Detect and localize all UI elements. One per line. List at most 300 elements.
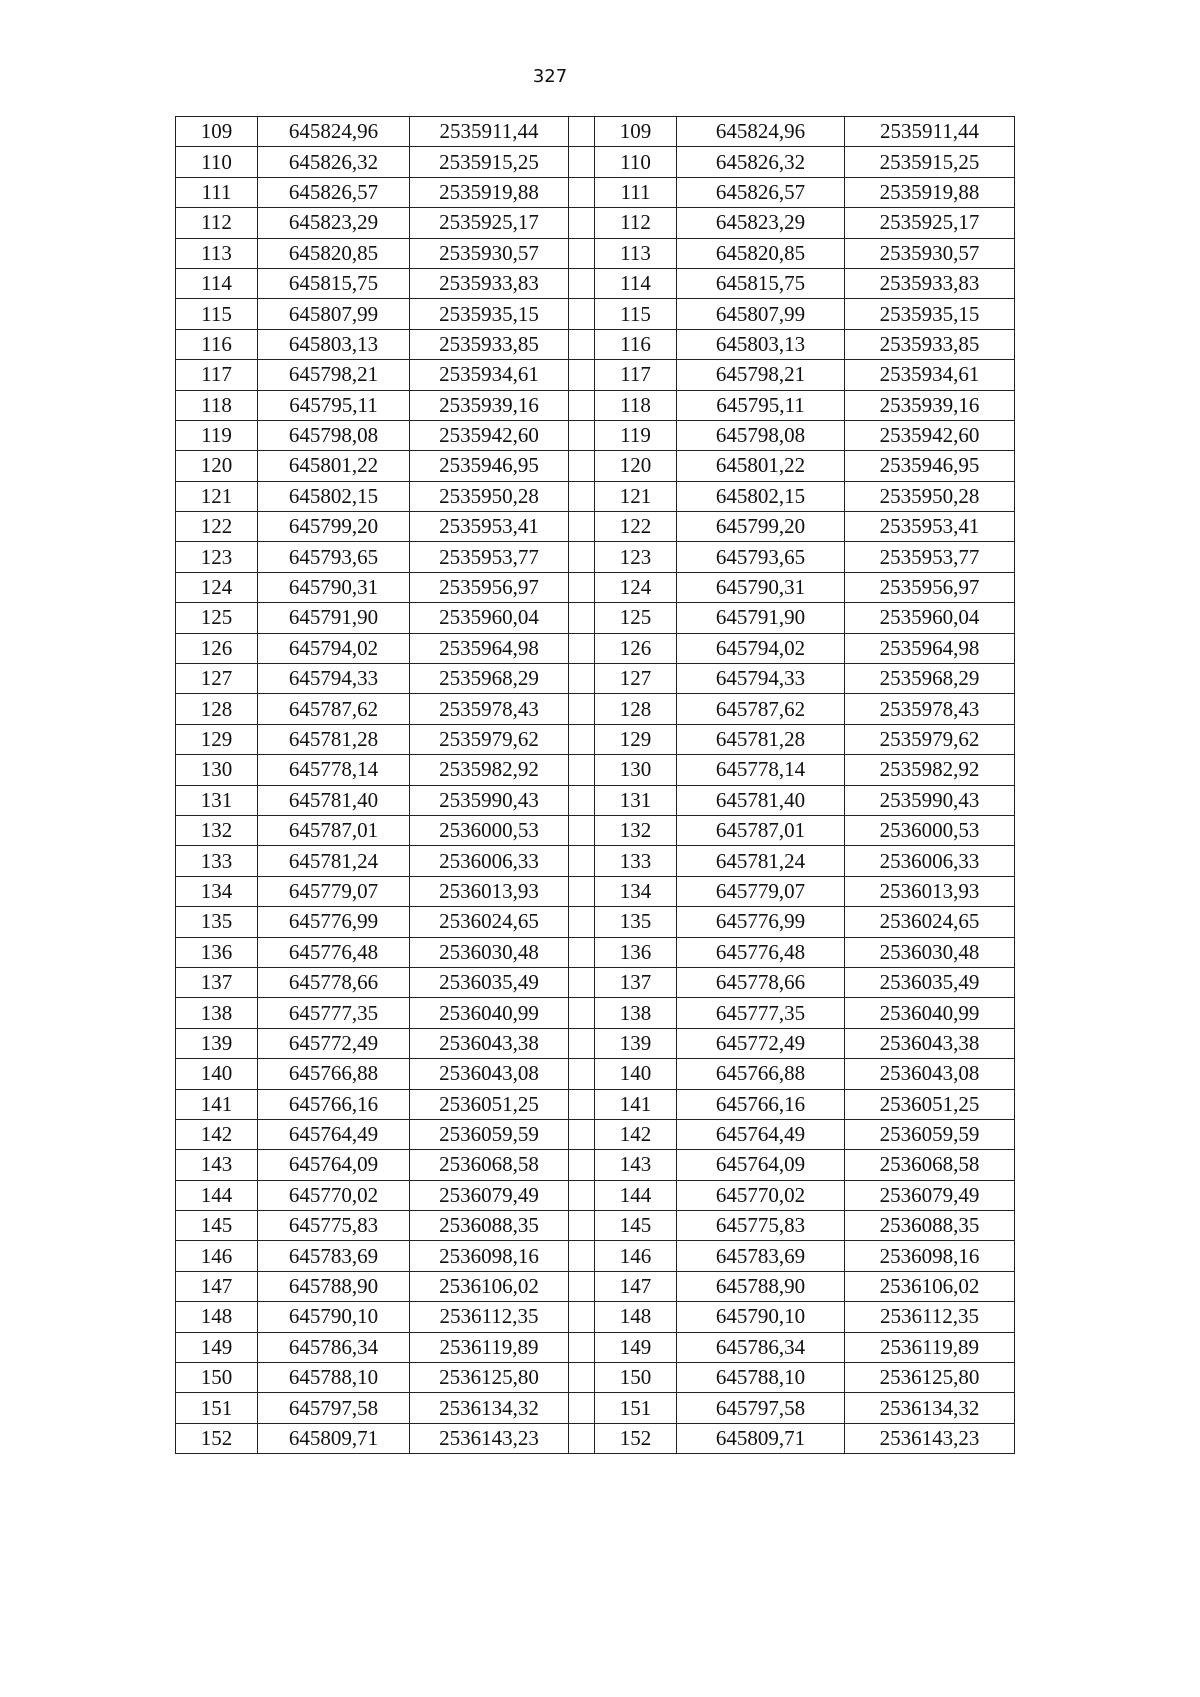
- x-coordinate-cell: 645781,24: [677, 846, 845, 876]
- point-number-cell: 149: [595, 1332, 677, 1362]
- spacer-cell: [569, 1028, 595, 1058]
- x-coordinate-cell: 645823,29: [677, 208, 845, 238]
- x-coordinate-cell: 645801,22: [258, 451, 410, 481]
- y-coordinate-cell: 2536059,59: [410, 1119, 569, 1149]
- y-coordinate-cell: 2535915,25: [845, 147, 1015, 177]
- point-number-cell: 124: [176, 572, 258, 602]
- point-number-cell: 142: [595, 1119, 677, 1149]
- y-coordinate-cell: 2536035,49: [845, 967, 1015, 997]
- table-row: [176, 846, 1015, 876]
- point-number-cell: 126: [595, 633, 677, 663]
- y-coordinate-cell: 2535953,77: [410, 542, 569, 572]
- spacer-cell: [569, 1332, 595, 1362]
- y-coordinate-cell: 2535934,61: [845, 360, 1015, 390]
- spacer-cell: [569, 937, 595, 967]
- x-coordinate-cell: 645777,35: [258, 998, 410, 1028]
- point-number-cell: 140: [595, 1059, 677, 1089]
- y-coordinate-cell: 2536098,16: [410, 1241, 569, 1271]
- spacer-cell: [569, 117, 595, 147]
- spacer-cell: [569, 512, 595, 542]
- spacer-cell: [569, 724, 595, 754]
- table-row: [176, 238, 1015, 268]
- spacer-cell: [569, 603, 595, 633]
- point-number-cell: 135: [176, 907, 258, 937]
- point-number-cell: 123: [595, 542, 677, 572]
- table-row: [176, 937, 1015, 967]
- point-number-cell: 130: [595, 755, 677, 785]
- table-row: [176, 1332, 1015, 1362]
- table-row: [176, 1119, 1015, 1149]
- spacer-cell: [569, 907, 595, 937]
- table-row: [176, 1241, 1015, 1271]
- point-number-cell: 130: [176, 755, 258, 785]
- x-coordinate-cell: 645793,65: [258, 542, 410, 572]
- point-number-cell: 119: [176, 420, 258, 450]
- x-coordinate-cell: 645795,11: [677, 390, 845, 420]
- y-coordinate-cell: 2536112,35: [410, 1302, 569, 1332]
- point-number-cell: 109: [176, 117, 258, 147]
- spacer-cell: [569, 815, 595, 845]
- point-number-cell: 113: [176, 238, 258, 268]
- x-coordinate-cell: 645826,57: [258, 177, 410, 207]
- spacer-cell: [569, 1363, 595, 1393]
- point-number-cell: 138: [176, 998, 258, 1028]
- y-coordinate-cell: 2535982,92: [845, 755, 1015, 785]
- point-number-cell: 122: [595, 512, 677, 542]
- table-row: [176, 755, 1015, 785]
- point-number-cell: 151: [176, 1393, 258, 1423]
- point-number-cell: 147: [595, 1271, 677, 1301]
- table-row: [176, 1180, 1015, 1210]
- spacer-cell: [569, 1059, 595, 1089]
- y-coordinate-cell: 2535953,41: [845, 512, 1015, 542]
- x-coordinate-cell: 645788,90: [677, 1271, 845, 1301]
- point-number-cell: 133: [176, 846, 258, 876]
- point-number-cell: 119: [595, 420, 677, 450]
- table-row: [176, 177, 1015, 207]
- x-coordinate-cell: 645802,15: [677, 481, 845, 511]
- spacer-cell: [569, 1302, 595, 1332]
- y-coordinate-cell: 2535911,44: [410, 117, 569, 147]
- y-coordinate-cell: 2536024,65: [845, 907, 1015, 937]
- spacer-cell: [569, 1423, 595, 1453]
- y-coordinate-cell: 2536112,35: [845, 1302, 1015, 1332]
- point-number-cell: 150: [595, 1363, 677, 1393]
- y-coordinate-cell: 2536079,49: [410, 1180, 569, 1210]
- x-coordinate-cell: 645815,75: [258, 268, 410, 298]
- x-coordinate-cell: 645776,48: [258, 937, 410, 967]
- spacer-cell: [569, 1393, 595, 1423]
- point-number-cell: 129: [595, 724, 677, 754]
- table-row: [176, 542, 1015, 572]
- spacer-cell: [569, 664, 595, 694]
- x-coordinate-cell: 645826,32: [677, 147, 845, 177]
- y-coordinate-cell: 2535925,17: [410, 208, 569, 238]
- point-number-cell: 120: [595, 451, 677, 481]
- spacer-cell: [569, 755, 595, 785]
- x-coordinate-cell: 645781,24: [258, 846, 410, 876]
- x-coordinate-cell: 645797,58: [258, 1393, 410, 1423]
- y-coordinate-cell: 2536013,93: [845, 876, 1015, 906]
- y-coordinate-cell: 2535942,60: [845, 420, 1015, 450]
- y-coordinate-cell: 2535978,43: [845, 694, 1015, 724]
- spacer-cell: [569, 876, 595, 906]
- y-coordinate-cell: 2535968,29: [845, 664, 1015, 694]
- y-coordinate-cell: 2535968,29: [410, 664, 569, 694]
- point-number-cell: 149: [176, 1332, 258, 1362]
- x-coordinate-cell: 645786,34: [258, 1332, 410, 1362]
- x-coordinate-cell: 645787,01: [258, 815, 410, 845]
- x-coordinate-cell: 645815,75: [677, 268, 845, 298]
- x-coordinate-cell: 645786,34: [677, 1332, 845, 1362]
- point-number-cell: 114: [176, 268, 258, 298]
- point-number-cell: 123: [176, 542, 258, 572]
- y-coordinate-cell: 2535953,41: [410, 512, 569, 542]
- x-coordinate-cell: 645791,90: [677, 603, 845, 633]
- x-coordinate-cell: 645779,07: [677, 876, 845, 906]
- y-coordinate-cell: 2536043,08: [410, 1059, 569, 1089]
- x-coordinate-cell: 645764,09: [258, 1150, 410, 1180]
- y-coordinate-cell: 2535934,61: [410, 360, 569, 390]
- table-row: [176, 907, 1015, 937]
- y-coordinate-cell: 2535919,88: [845, 177, 1015, 207]
- x-coordinate-cell: 645764,49: [677, 1119, 845, 1149]
- spacer-cell: [569, 633, 595, 663]
- x-coordinate-cell: 645790,10: [258, 1302, 410, 1332]
- point-number-cell: 139: [595, 1028, 677, 1058]
- point-number-cell: 133: [595, 846, 677, 876]
- x-coordinate-cell: 645823,29: [258, 208, 410, 238]
- y-coordinate-cell: 2536000,53: [845, 815, 1015, 845]
- page-number: 327: [532, 66, 568, 87]
- x-coordinate-cell: 645788,10: [258, 1363, 410, 1393]
- x-coordinate-cell: 645775,83: [258, 1211, 410, 1241]
- point-number-cell: 134: [595, 876, 677, 906]
- x-coordinate-cell: 645802,15: [258, 481, 410, 511]
- spacer-cell: [569, 481, 595, 511]
- point-number-cell: 112: [595, 208, 677, 238]
- y-coordinate-cell: 2536030,48: [845, 937, 1015, 967]
- spacer-cell: [569, 1180, 595, 1210]
- y-coordinate-cell: 2535979,62: [410, 724, 569, 754]
- y-coordinate-cell: 2536088,35: [410, 1211, 569, 1241]
- x-coordinate-cell: 645766,16: [677, 1089, 845, 1119]
- point-number-cell: 132: [595, 815, 677, 845]
- x-coordinate-cell: 645777,35: [677, 998, 845, 1028]
- spacer-cell: [569, 1150, 595, 1180]
- x-coordinate-cell: 645798,21: [677, 360, 845, 390]
- table-row: [176, 1089, 1015, 1119]
- table-row: [176, 967, 1015, 997]
- spacer-cell: [569, 967, 595, 997]
- y-coordinate-cell: 2535982,92: [410, 755, 569, 785]
- point-number-cell: 141: [595, 1089, 677, 1119]
- y-coordinate-cell: 2536035,49: [410, 967, 569, 997]
- point-number-cell: 118: [595, 390, 677, 420]
- point-number-cell: 137: [176, 967, 258, 997]
- y-coordinate-cell: 2535942,60: [410, 420, 569, 450]
- table-row: [176, 390, 1015, 420]
- point-number-cell: 122: [176, 512, 258, 542]
- table-row: [176, 329, 1015, 359]
- point-number-cell: 125: [595, 603, 677, 633]
- y-coordinate-cell: 2536125,80: [845, 1363, 1015, 1393]
- x-coordinate-cell: 645794,02: [258, 633, 410, 663]
- y-coordinate-cell: 2536119,89: [845, 1332, 1015, 1362]
- x-coordinate-cell: 645781,40: [258, 785, 410, 815]
- y-coordinate-cell: 2536051,25: [845, 1089, 1015, 1119]
- spacer-cell: [569, 998, 595, 1028]
- point-number-cell: 125: [176, 603, 258, 633]
- y-coordinate-cell: 2536068,58: [410, 1150, 569, 1180]
- spacer-cell: [569, 268, 595, 298]
- y-coordinate-cell: 2535946,95: [410, 451, 569, 481]
- point-number-cell: 120: [176, 451, 258, 481]
- point-number-cell: 137: [595, 967, 677, 997]
- x-coordinate-cell: 645798,08: [258, 420, 410, 450]
- x-coordinate-cell: 645770,02: [677, 1180, 845, 1210]
- y-coordinate-cell: 2535950,28: [410, 481, 569, 511]
- x-coordinate-cell: 645793,65: [677, 542, 845, 572]
- x-coordinate-cell: 645797,58: [677, 1393, 845, 1423]
- x-coordinate-cell: 645807,99: [677, 299, 845, 329]
- y-coordinate-cell: 2536043,38: [410, 1028, 569, 1058]
- y-coordinate-cell: 2536000,53: [410, 815, 569, 845]
- y-coordinate-cell: 2535925,17: [845, 208, 1015, 238]
- x-coordinate-cell: 645778,66: [258, 967, 410, 997]
- y-coordinate-cell: 2536079,49: [845, 1180, 1015, 1210]
- point-number-cell: 113: [595, 238, 677, 268]
- x-coordinate-cell: 645778,66: [677, 967, 845, 997]
- table-row: [176, 1363, 1015, 1393]
- y-coordinate-cell: 2535933,85: [845, 329, 1015, 359]
- x-coordinate-cell: 645820,85: [677, 238, 845, 268]
- x-coordinate-cell: 645778,14: [258, 755, 410, 785]
- x-coordinate-cell: 645794,33: [677, 664, 845, 694]
- point-number-cell: 128: [595, 694, 677, 724]
- y-coordinate-cell: 2536068,58: [845, 1150, 1015, 1180]
- x-coordinate-cell: 645787,62: [677, 694, 845, 724]
- y-coordinate-cell: 2536125,80: [410, 1363, 569, 1393]
- spacer-cell: [569, 451, 595, 481]
- table-row: [176, 208, 1015, 238]
- x-coordinate-cell: 645776,99: [677, 907, 845, 937]
- x-coordinate-cell: 645790,10: [677, 1302, 845, 1332]
- point-number-cell: 150: [176, 1363, 258, 1393]
- x-coordinate-cell: 645824,96: [677, 117, 845, 147]
- point-number-cell: 111: [176, 177, 258, 207]
- y-coordinate-cell: 2535956,97: [410, 572, 569, 602]
- x-coordinate-cell: 645795,11: [258, 390, 410, 420]
- y-coordinate-cell: 2536119,89: [410, 1332, 569, 1362]
- y-coordinate-cell: 2535939,16: [410, 390, 569, 420]
- y-coordinate-cell: 2536024,65: [410, 907, 569, 937]
- table-row: [176, 299, 1015, 329]
- table-row: [176, 1393, 1015, 1423]
- table-row: [176, 1271, 1015, 1301]
- x-coordinate-cell: 645790,31: [258, 572, 410, 602]
- table-row: [176, 815, 1015, 845]
- point-number-cell: 110: [595, 147, 677, 177]
- y-coordinate-cell: 2536059,59: [845, 1119, 1015, 1149]
- x-coordinate-cell: 645766,16: [258, 1089, 410, 1119]
- spacer-cell: [569, 299, 595, 329]
- x-coordinate-cell: 645787,62: [258, 694, 410, 724]
- x-coordinate-cell: 645776,99: [258, 907, 410, 937]
- y-coordinate-cell: 2536013,93: [410, 876, 569, 906]
- point-number-cell: 111: [595, 177, 677, 207]
- y-coordinate-cell: 2536006,33: [410, 846, 569, 876]
- point-number-cell: 127: [595, 664, 677, 694]
- point-number-cell: 140: [176, 1059, 258, 1089]
- point-number-cell: 143: [595, 1150, 677, 1180]
- table-row: [176, 572, 1015, 602]
- x-coordinate-cell: 645783,69: [258, 1241, 410, 1271]
- table-row: [176, 420, 1015, 450]
- table-row: [176, 633, 1015, 663]
- x-coordinate-cell: 645764,49: [258, 1119, 410, 1149]
- y-coordinate-cell: 2535956,97: [845, 572, 1015, 602]
- y-coordinate-cell: 2536043,08: [845, 1059, 1015, 1089]
- y-coordinate-cell: 2535978,43: [410, 694, 569, 724]
- table-row: [176, 998, 1015, 1028]
- table-row: [176, 1211, 1015, 1241]
- point-number-cell: 136: [595, 937, 677, 967]
- point-number-cell: 148: [595, 1302, 677, 1332]
- table-row: [176, 664, 1015, 694]
- y-coordinate-cell: 2535933,83: [845, 268, 1015, 298]
- y-coordinate-cell: 2536040,99: [845, 998, 1015, 1028]
- coordinates-table-body: [176, 117, 1015, 1454]
- point-number-cell: 148: [176, 1302, 258, 1332]
- table-row: [176, 451, 1015, 481]
- point-number-cell: 131: [176, 785, 258, 815]
- y-coordinate-cell: 2535953,77: [845, 542, 1015, 572]
- table-row: [176, 360, 1015, 390]
- x-coordinate-cell: 645776,48: [677, 937, 845, 967]
- y-coordinate-cell: 2535933,83: [410, 268, 569, 298]
- y-coordinate-cell: 2536134,32: [845, 1393, 1015, 1423]
- x-coordinate-cell: 645826,57: [677, 177, 845, 207]
- spacer-cell: [569, 208, 595, 238]
- point-number-cell: 121: [595, 481, 677, 511]
- spacer-cell: [569, 785, 595, 815]
- y-coordinate-cell: 2536106,02: [845, 1271, 1015, 1301]
- y-coordinate-cell: 2536051,25: [410, 1089, 569, 1119]
- table-row: [176, 481, 1015, 511]
- y-coordinate-cell: 2536106,02: [410, 1271, 569, 1301]
- point-number-cell: 146: [176, 1241, 258, 1271]
- table-row: [176, 512, 1015, 542]
- point-number-cell: 146: [595, 1241, 677, 1271]
- x-coordinate-cell: 645766,88: [258, 1059, 410, 1089]
- x-coordinate-cell: 645803,13: [258, 329, 410, 359]
- y-coordinate-cell: 2535950,28: [845, 481, 1015, 511]
- x-coordinate-cell: 645799,20: [677, 512, 845, 542]
- spacer-cell: [569, 177, 595, 207]
- table-row: [176, 147, 1015, 177]
- point-number-cell: 144: [176, 1180, 258, 1210]
- spacer-cell: [569, 390, 595, 420]
- point-number-cell: 127: [176, 664, 258, 694]
- table-row: [176, 694, 1015, 724]
- point-number-cell: 135: [595, 907, 677, 937]
- x-coordinate-cell: 645764,09: [677, 1150, 845, 1180]
- y-coordinate-cell: 2535946,95: [845, 451, 1015, 481]
- table-row: [176, 1028, 1015, 1058]
- point-number-cell: 151: [595, 1393, 677, 1423]
- point-number-cell: 132: [176, 815, 258, 845]
- point-number-cell: 117: [176, 360, 258, 390]
- y-coordinate-cell: 2535960,04: [845, 603, 1015, 633]
- table-row: [176, 785, 1015, 815]
- y-coordinate-cell: 2536088,35: [845, 1211, 1015, 1241]
- x-coordinate-cell: 645781,40: [677, 785, 845, 815]
- point-number-cell: 143: [176, 1150, 258, 1180]
- point-number-cell: 126: [176, 633, 258, 663]
- point-number-cell: 142: [176, 1119, 258, 1149]
- point-number-cell: 145: [595, 1211, 677, 1241]
- spacer-cell: [569, 572, 595, 602]
- table-row: [176, 1150, 1015, 1180]
- y-coordinate-cell: 2535960,04: [410, 603, 569, 633]
- y-coordinate-cell: 2535911,44: [845, 117, 1015, 147]
- table-row: [176, 876, 1015, 906]
- point-number-cell: 129: [176, 724, 258, 754]
- spacer-cell: [569, 542, 595, 572]
- y-coordinate-cell: 2536043,38: [845, 1028, 1015, 1058]
- x-coordinate-cell: 645770,02: [258, 1180, 410, 1210]
- table-row: [176, 1059, 1015, 1089]
- x-coordinate-cell: 645783,69: [677, 1241, 845, 1271]
- x-coordinate-cell: 645809,71: [677, 1423, 845, 1453]
- point-number-cell: 128: [176, 694, 258, 724]
- spacer-cell: [569, 329, 595, 359]
- y-coordinate-cell: 2535915,25: [410, 147, 569, 177]
- spacer-cell: [569, 147, 595, 177]
- point-number-cell: 110: [176, 147, 258, 177]
- spacer-cell: [569, 1271, 595, 1301]
- y-coordinate-cell: 2535935,15: [845, 299, 1015, 329]
- x-coordinate-cell: 645809,71: [258, 1423, 410, 1453]
- point-number-cell: 118: [176, 390, 258, 420]
- spacer-cell: [569, 694, 595, 724]
- y-coordinate-cell: 2536030,48: [410, 937, 569, 967]
- point-number-cell: 109: [595, 117, 677, 147]
- point-number-cell: 138: [595, 998, 677, 1028]
- table-row: [176, 603, 1015, 633]
- spacer-cell: [569, 1119, 595, 1149]
- point-number-cell: 131: [595, 785, 677, 815]
- spacer-cell: [569, 1241, 595, 1271]
- spacer-cell: [569, 238, 595, 268]
- x-coordinate-cell: 645798,21: [258, 360, 410, 390]
- y-coordinate-cell: 2535964,98: [410, 633, 569, 663]
- x-coordinate-cell: 645794,02: [677, 633, 845, 663]
- x-coordinate-cell: 645803,13: [677, 329, 845, 359]
- x-coordinate-cell: 645788,10: [677, 1363, 845, 1393]
- table-row: [176, 268, 1015, 298]
- y-coordinate-cell: 2535979,62: [845, 724, 1015, 754]
- table-row: [176, 1423, 1015, 1453]
- point-number-cell: 152: [595, 1423, 677, 1453]
- x-coordinate-cell: 645820,85: [258, 238, 410, 268]
- point-number-cell: 147: [176, 1271, 258, 1301]
- spacer-cell: [569, 1089, 595, 1119]
- x-coordinate-cell: 645807,99: [258, 299, 410, 329]
- point-number-cell: 136: [176, 937, 258, 967]
- x-coordinate-cell: 645772,49: [258, 1028, 410, 1058]
